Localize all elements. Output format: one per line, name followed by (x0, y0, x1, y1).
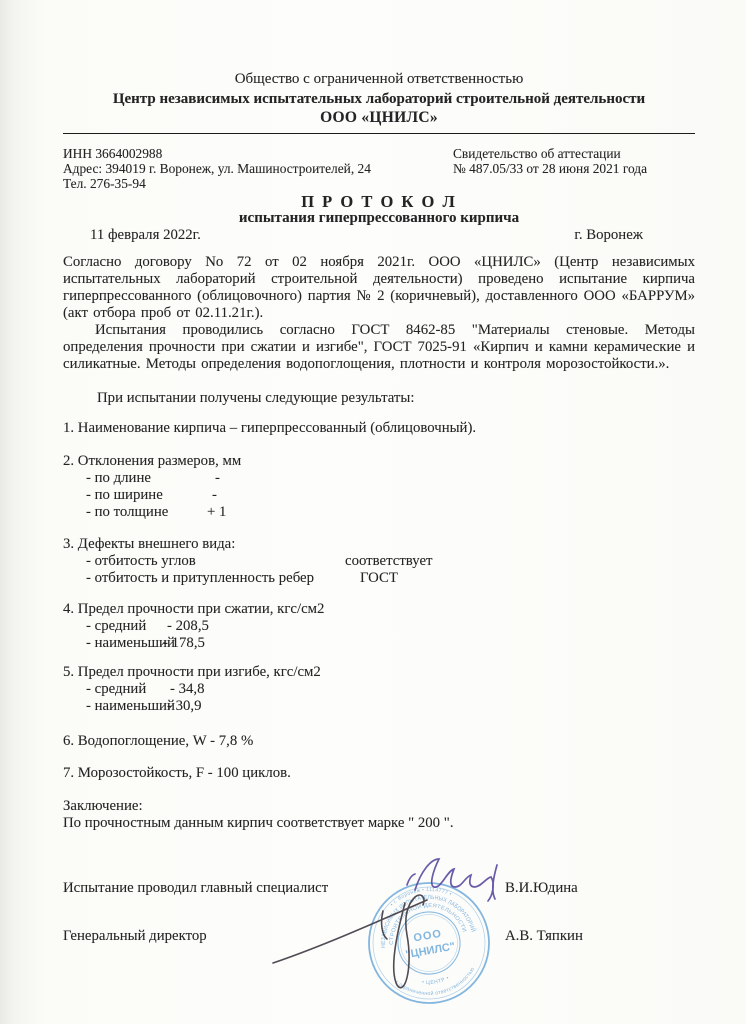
subitem-label: - средний (86, 681, 147, 697)
address-line: Адрес: 394019 г. Воронеж, ул. Машиностроителей, 24 (63, 161, 371, 176)
stamp-ring-inner-top: СТРОИТЕЛЬНОЙ ДЕЯТЕЛЬНОСТИ (388, 902, 468, 945)
stamp-ring-outer-top: • г. Воронеж • 1114777 • (389, 886, 453, 908)
subitem-label: - средний (86, 618, 147, 634)
org-short-line: ООО «ЦНИЛС» (320, 109, 438, 126)
stamp-center-line1: ООО (412, 927, 443, 945)
signature-role: Испытание проводил главный специалист (63, 880, 329, 896)
result-item: 3. Дефекты внешнего вида: (63, 536, 236, 552)
doc-city: г. Воронеж (574, 227, 643, 243)
subitem-label: - по длине (86, 470, 151, 486)
stamp-center-line2: "ЦНИЛС" (404, 940, 457, 962)
conclusion-block (63, 798, 695, 832)
phone-line: Тел. 276-35-94 (63, 176, 146, 191)
header-divider (63, 133, 695, 134)
subitem-value: - 34,8 (170, 681, 205, 697)
results-intro: При испытании получены следующие результаты: (97, 390, 415, 406)
signature-name: В.И.Юдина (505, 880, 578, 896)
stamp-ring-bottom: с ограниченной ответственностью (393, 966, 477, 998)
paragraph-standards: Испытания проводились согласно ГОСТ 8462-85 "Материалы стеновые. Методы определения прочности при сжатии и изгибе", ГОСТ 7025-91 «Кирпич и камни керамические и силикатные. Методы определения водопоглощения, плотности и контроля морозостойкости.». (63, 322, 695, 372)
result-item: 7. Морозостойкость, F - 100 циклов. (63, 765, 291, 781)
subitem-value: - (212, 487, 217, 503)
letterhead-info (63, 146, 695, 191)
subitem-label: - отбитость и притупленность ребер (86, 570, 315, 586)
subitem-value: - 30,9 (167, 698, 202, 714)
result-item: 2. Отклонения размеров, мм (63, 453, 242, 469)
conclusion-label: Заключение: (63, 798, 143, 814)
result-subitem (63, 470, 695, 487)
doc-title: П Р О Т О К О Л (301, 192, 457, 211)
result-subitem (63, 504, 695, 521)
paragraph-agreement: Согласно договору No 72 от 02 ноября 2021г. ООО «ЦНИЛС» (Центр независимых испытательных лабораторий строительной деятельности) проведено испытание кирпича гиперпрессованного (облицовочного) партия № 2 (коричневый), доставленного ООО «БАРРУМ» (акт отбора проб от 02.11.21г.). (63, 254, 695, 321)
conclusion-text: По прочностным данным кирпич соответствует марке " 200 ". (63, 815, 454, 831)
result-subitem (63, 570, 695, 587)
org-type-line: Общество с ограниченной ответственностью (234, 71, 524, 87)
result-item: 5. Предел прочности при изгибе, кгс/см2 (63, 664, 321, 680)
result-subitem (63, 698, 695, 715)
result-subitem (63, 487, 695, 504)
org-name-line: Центр независимых испытательных лабораторий строительной деятельности (112, 91, 646, 107)
doc-date: 11 февраля 2022г. (90, 227, 201, 243)
stamp-ring-bottom-inner: • ЦЕНТР • (421, 974, 451, 987)
subitem-label: - по толщине (86, 504, 169, 520)
attestation-value: № 487.05/33 от 28 июня 2021 года (453, 161, 648, 176)
doc-subtitle: испытания гиперпрессованного кирпича (238, 210, 520, 226)
stamp-ring-mid-top: НЕЗАВИСИМЫХ ИСПЫТАТЕЛЬНЫХ ЛАБОРАТОРИЙ (380, 894, 476, 948)
date-row (63, 227, 695, 244)
subitem-label: - наименьший (86, 635, 175, 651)
result-subitem (63, 635, 695, 652)
result-subitem (63, 553, 695, 570)
subitem-label: - отбитость углов (86, 553, 196, 569)
result-item: 1. Наименование кирпича – гиперпрессованный (облицовочный). (63, 420, 477, 436)
subitem-value: ГОСТ (360, 570, 398, 586)
subitem-value: - (215, 470, 220, 486)
svg-text:• ЦЕНТР • (421, 975, 451, 988)
company-stamp (364, 878, 494, 1008)
document-body (63, 0, 695, 945)
subitem-value: - 208,5 (167, 618, 209, 634)
subitem-value: - 178,5 (163, 635, 205, 651)
subitem-value: + 1 (207, 504, 227, 520)
inn-line: ИНН 3664002988 (63, 146, 163, 161)
signature-name: А.В. Тяпкин (505, 928, 583, 944)
subitem-label: - по ширине (86, 487, 163, 503)
result-subitem (63, 681, 695, 698)
result-subitem (63, 618, 695, 635)
result-item: 6. Водопоглощение, W - 7,8 % (63, 733, 254, 749)
subitem-value: соответствует (345, 553, 433, 569)
attestation-label: Свидетельство об аттестации (453, 146, 621, 161)
subitem-label: - наименьший (86, 698, 175, 714)
letterhead-info-right (453, 146, 647, 176)
signature-role: Генеральный директор (63, 928, 207, 944)
result-item: 4. Предел прочности при сжатии, кгс/см2 (63, 601, 325, 617)
